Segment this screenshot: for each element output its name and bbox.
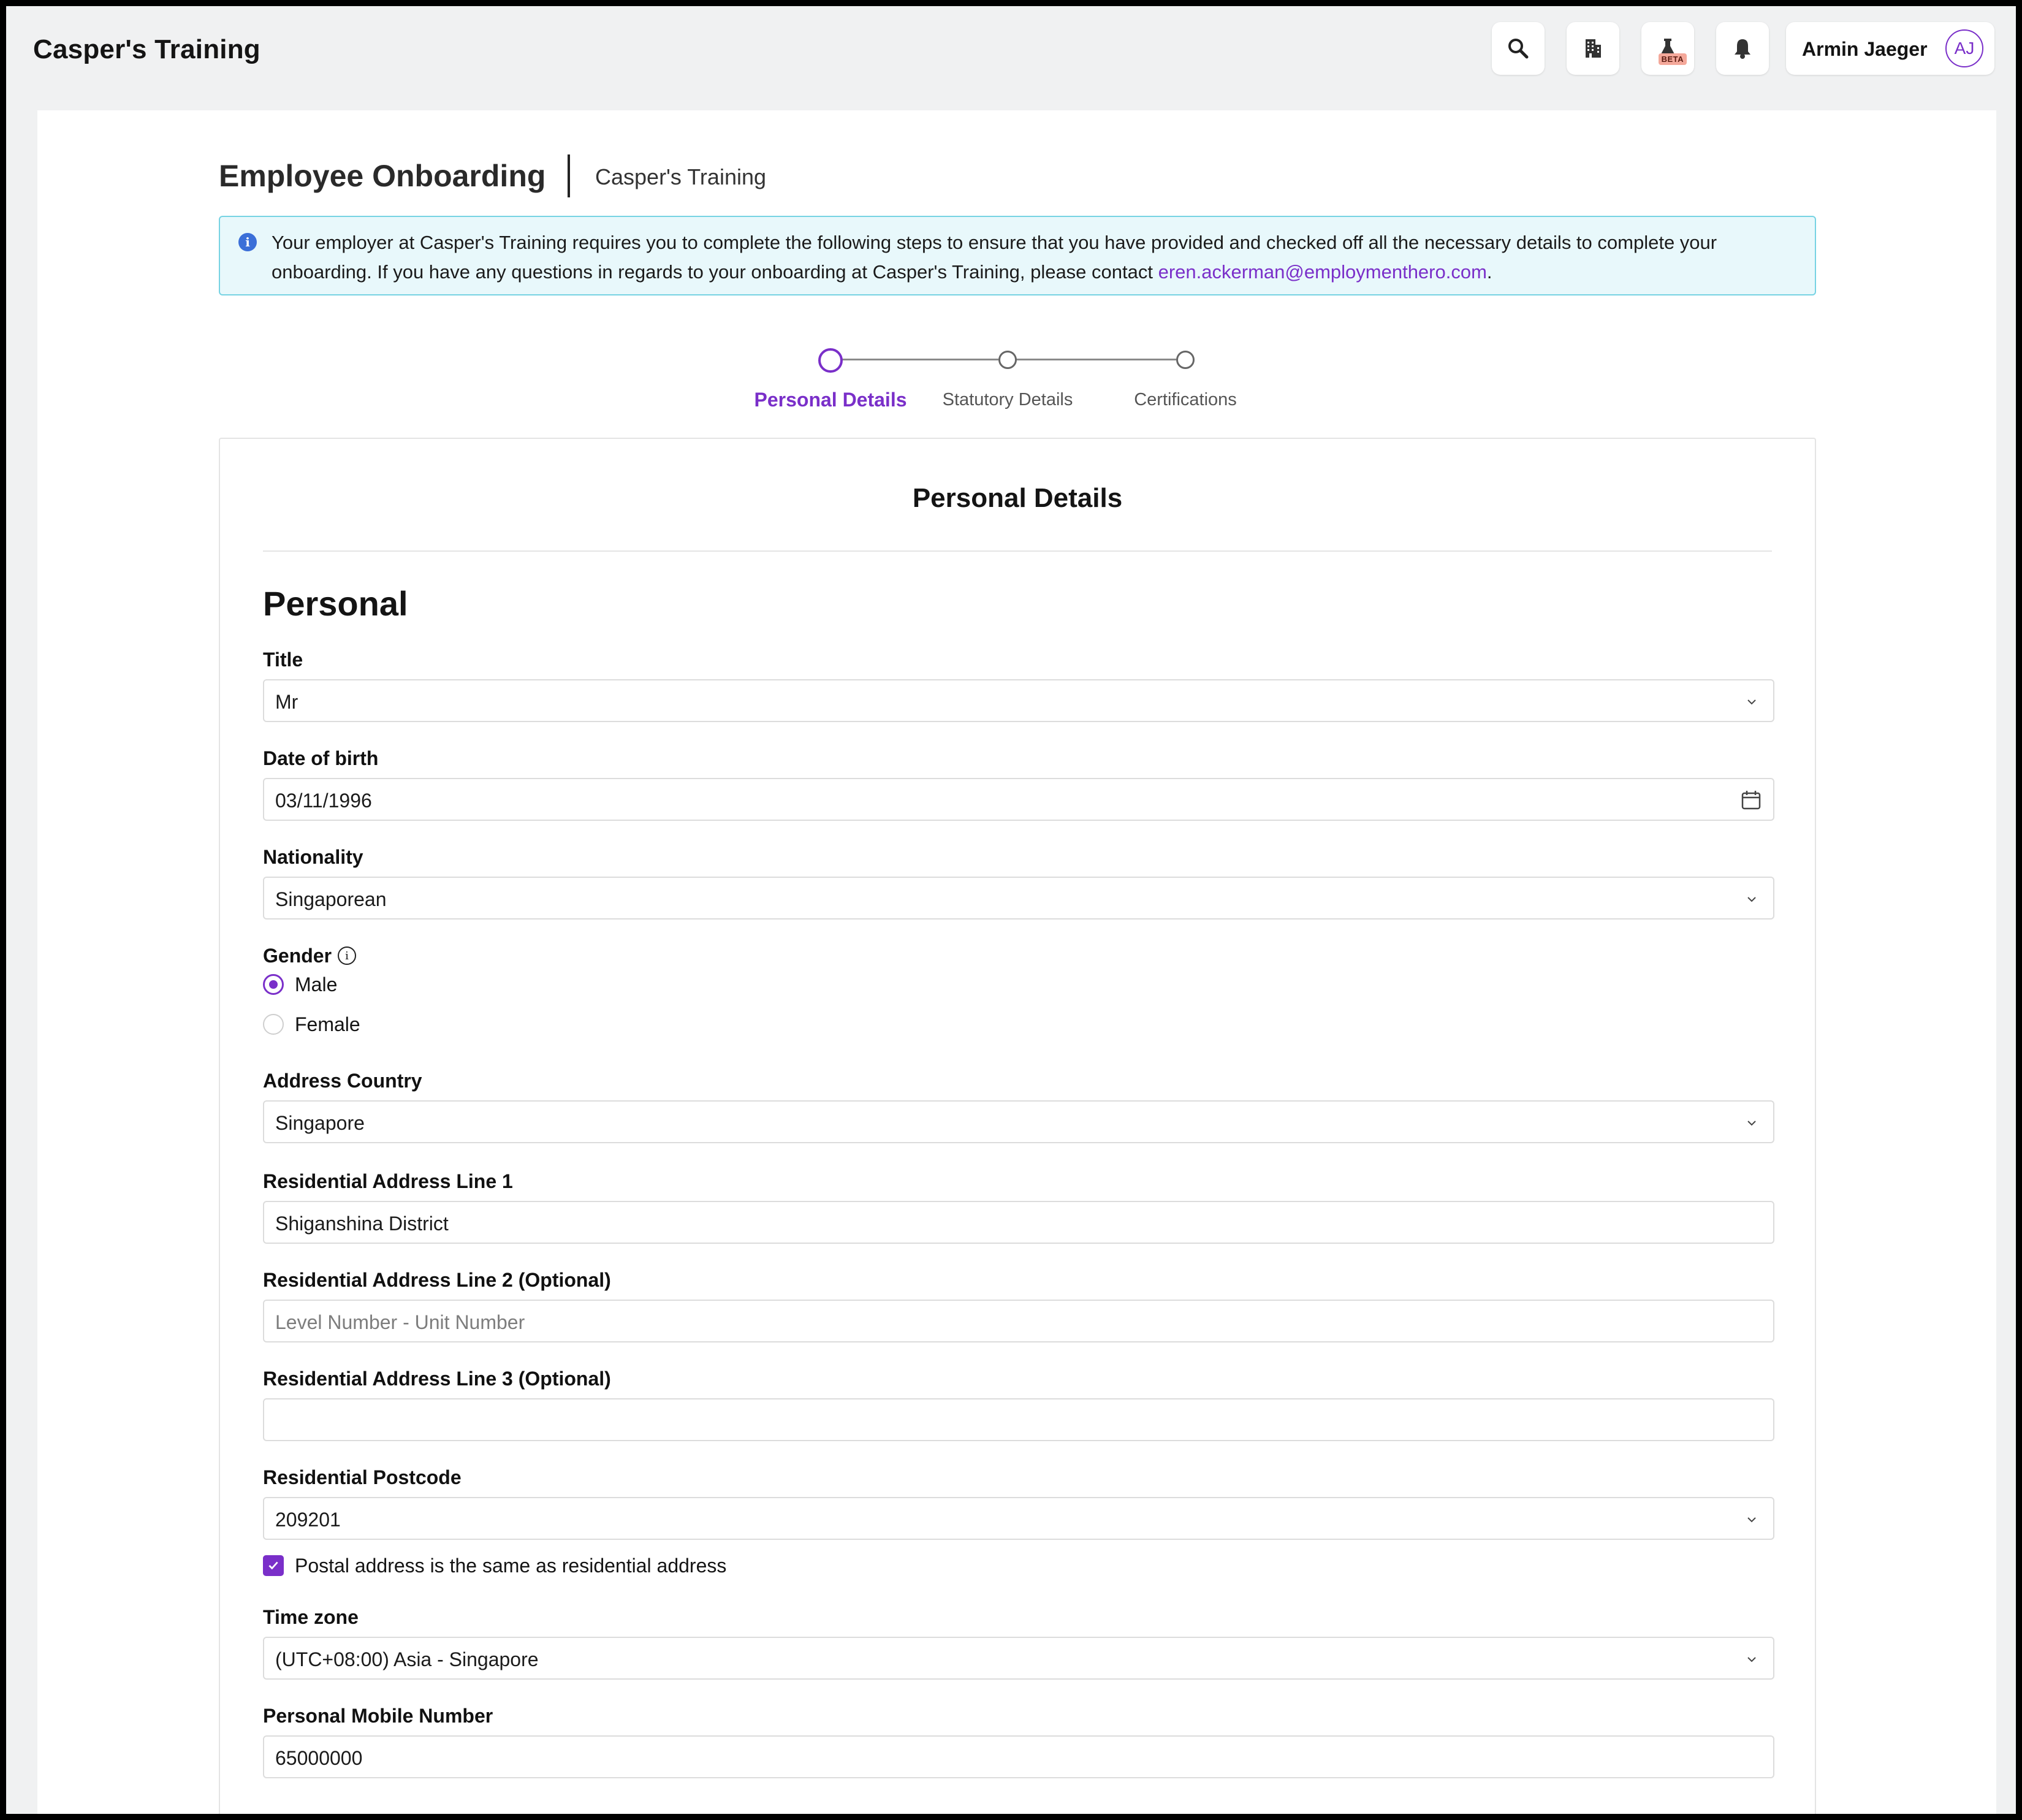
- notifications-button[interactable]: [1716, 22, 1769, 75]
- notice-end: .: [1486, 261, 1492, 283]
- building-icon: [1581, 36, 1605, 61]
- onboarding-notice: [219, 216, 1816, 295]
- main-content: [37, 110, 1996, 1814]
- dob-label: Date of birth: [263, 747, 379, 769]
- timezone-select[interactable]: [263, 1637, 1774, 1680]
- address-country-select[interactable]: [263, 1100, 1774, 1143]
- chevron-down-icon: [1746, 1514, 1757, 1525]
- step-statutory-details-dot[interactable]: [998, 351, 1017, 369]
- postcode-select[interactable]: [263, 1497, 1774, 1540]
- calendar-icon[interactable]: [1740, 789, 1762, 811]
- notice-body: Your employer at Casper's Training requires you to complete the following steps to ensure that you have provided and checked off all the necessary details to complete your onboarding. If you have any questions in regards to your onboarding at Casper's Training, please contact: [272, 232, 1717, 283]
- postcode-value: 209201: [275, 1509, 341, 1531]
- gender-label: Gender: [263, 945, 332, 967]
- contact-email-link[interactable]: eren.ackerman@employmenthero.com: [1158, 261, 1487, 283]
- gender-male-label[interactable]: Male: [295, 973, 338, 996]
- search-icon: [1506, 36, 1530, 61]
- mobile-value: 65000000: [275, 1747, 363, 1769]
- step-certifications-dot[interactable]: [1176, 351, 1195, 369]
- address-line2-input[interactable]: [263, 1300, 1774, 1342]
- form-title: Personal Details: [912, 483, 1123, 513]
- nationality-select[interactable]: [263, 877, 1774, 920]
- notice-text: [272, 228, 1804, 287]
- address-line1-value: Shiganshina District: [275, 1213, 449, 1235]
- dob-value: 03/11/1996: [275, 790, 372, 812]
- address-line2-placeholder: Level Number - Unit Number: [275, 1311, 525, 1333]
- organisation-button[interactable]: [1567, 22, 1619, 75]
- timezone-label: Time zone: [263, 1606, 359, 1628]
- step-certifications[interactable]: Certifications: [1134, 390, 1237, 409]
- gender-female-radio[interactable]: [263, 1014, 284, 1035]
- stepper-connector: [1016, 359, 1176, 360]
- chevron-down-icon: [1746, 696, 1757, 707]
- stepper-connector: [837, 359, 998, 360]
- divider: [263, 550, 1772, 552]
- step-personal-details-dot[interactable]: [818, 348, 843, 373]
- labs-button[interactable]: [1641, 22, 1694, 75]
- mobile-label: Personal Mobile Number: [263, 1705, 493, 1727]
- title-label: Title: [263, 649, 303, 671]
- title-value: Mr: [275, 691, 298, 713]
- dob-input[interactable]: [263, 778, 1774, 821]
- nationality-label: Nationality: [263, 846, 363, 868]
- chevron-down-icon: [1746, 1654, 1757, 1665]
- checkmark-icon: [267, 1559, 280, 1572]
- page-title: Employee Onboarding: [219, 159, 546, 193]
- bell-icon: [1730, 36, 1755, 61]
- chevron-down-icon: [1746, 894, 1757, 905]
- address-line3-input[interactable]: [263, 1398, 1774, 1441]
- mobile-input[interactable]: [263, 1735, 1774, 1778]
- nationality-value: Singaporean: [275, 888, 387, 910]
- app-window: [6, 6, 2016, 1814]
- address-line1-label: Residential Address Line 1: [263, 1170, 513, 1192]
- address-line3-label: Residential Address Line 3 (Optional): [263, 1368, 611, 1390]
- app-title: Casper's Training: [33, 34, 260, 64]
- chevron-down-icon: [1746, 1118, 1757, 1129]
- personal-details-form: [219, 438, 1816, 1814]
- info-icon[interactable]: i: [338, 946, 356, 965]
- postal-same-label[interactable]: Postal address is the same as residential address: [295, 1555, 727, 1577]
- timezone-value: (UTC+08:00) Asia - Singapore: [275, 1648, 539, 1670]
- gender-female-label[interactable]: Female: [295, 1013, 360, 1035]
- user-menu[interactable]: [1786, 22, 1994, 75]
- step-statutory-details[interactable]: Statutory Details: [942, 390, 1073, 409]
- beta-badge: BETA: [1659, 53, 1687, 65]
- user-name: Armin Jaeger: [1802, 38, 1928, 60]
- postcode-label: Residential Postcode: [263, 1466, 462, 1488]
- search-button[interactable]: [1492, 22, 1545, 75]
- title-select[interactable]: [263, 679, 1774, 722]
- postal-same-checkbox[interactable]: [263, 1555, 284, 1576]
- info-icon: i: [238, 233, 257, 251]
- address-line2-label: Residential Address Line 2 (Optional): [263, 1269, 611, 1291]
- avatar: AJ: [1945, 29, 1983, 67]
- address-country-value: Singapore: [275, 1112, 365, 1134]
- step-personal-details[interactable]: Personal Details: [754, 389, 907, 411]
- address-line1-input[interactable]: [263, 1201, 1774, 1244]
- title-divider: [568, 154, 570, 197]
- address-country-label: Address Country: [263, 1070, 422, 1092]
- section-title: Personal: [263, 584, 408, 623]
- gender-male-radio[interactable]: [263, 974, 284, 995]
- page-subtitle: Casper's Training: [595, 164, 766, 189]
